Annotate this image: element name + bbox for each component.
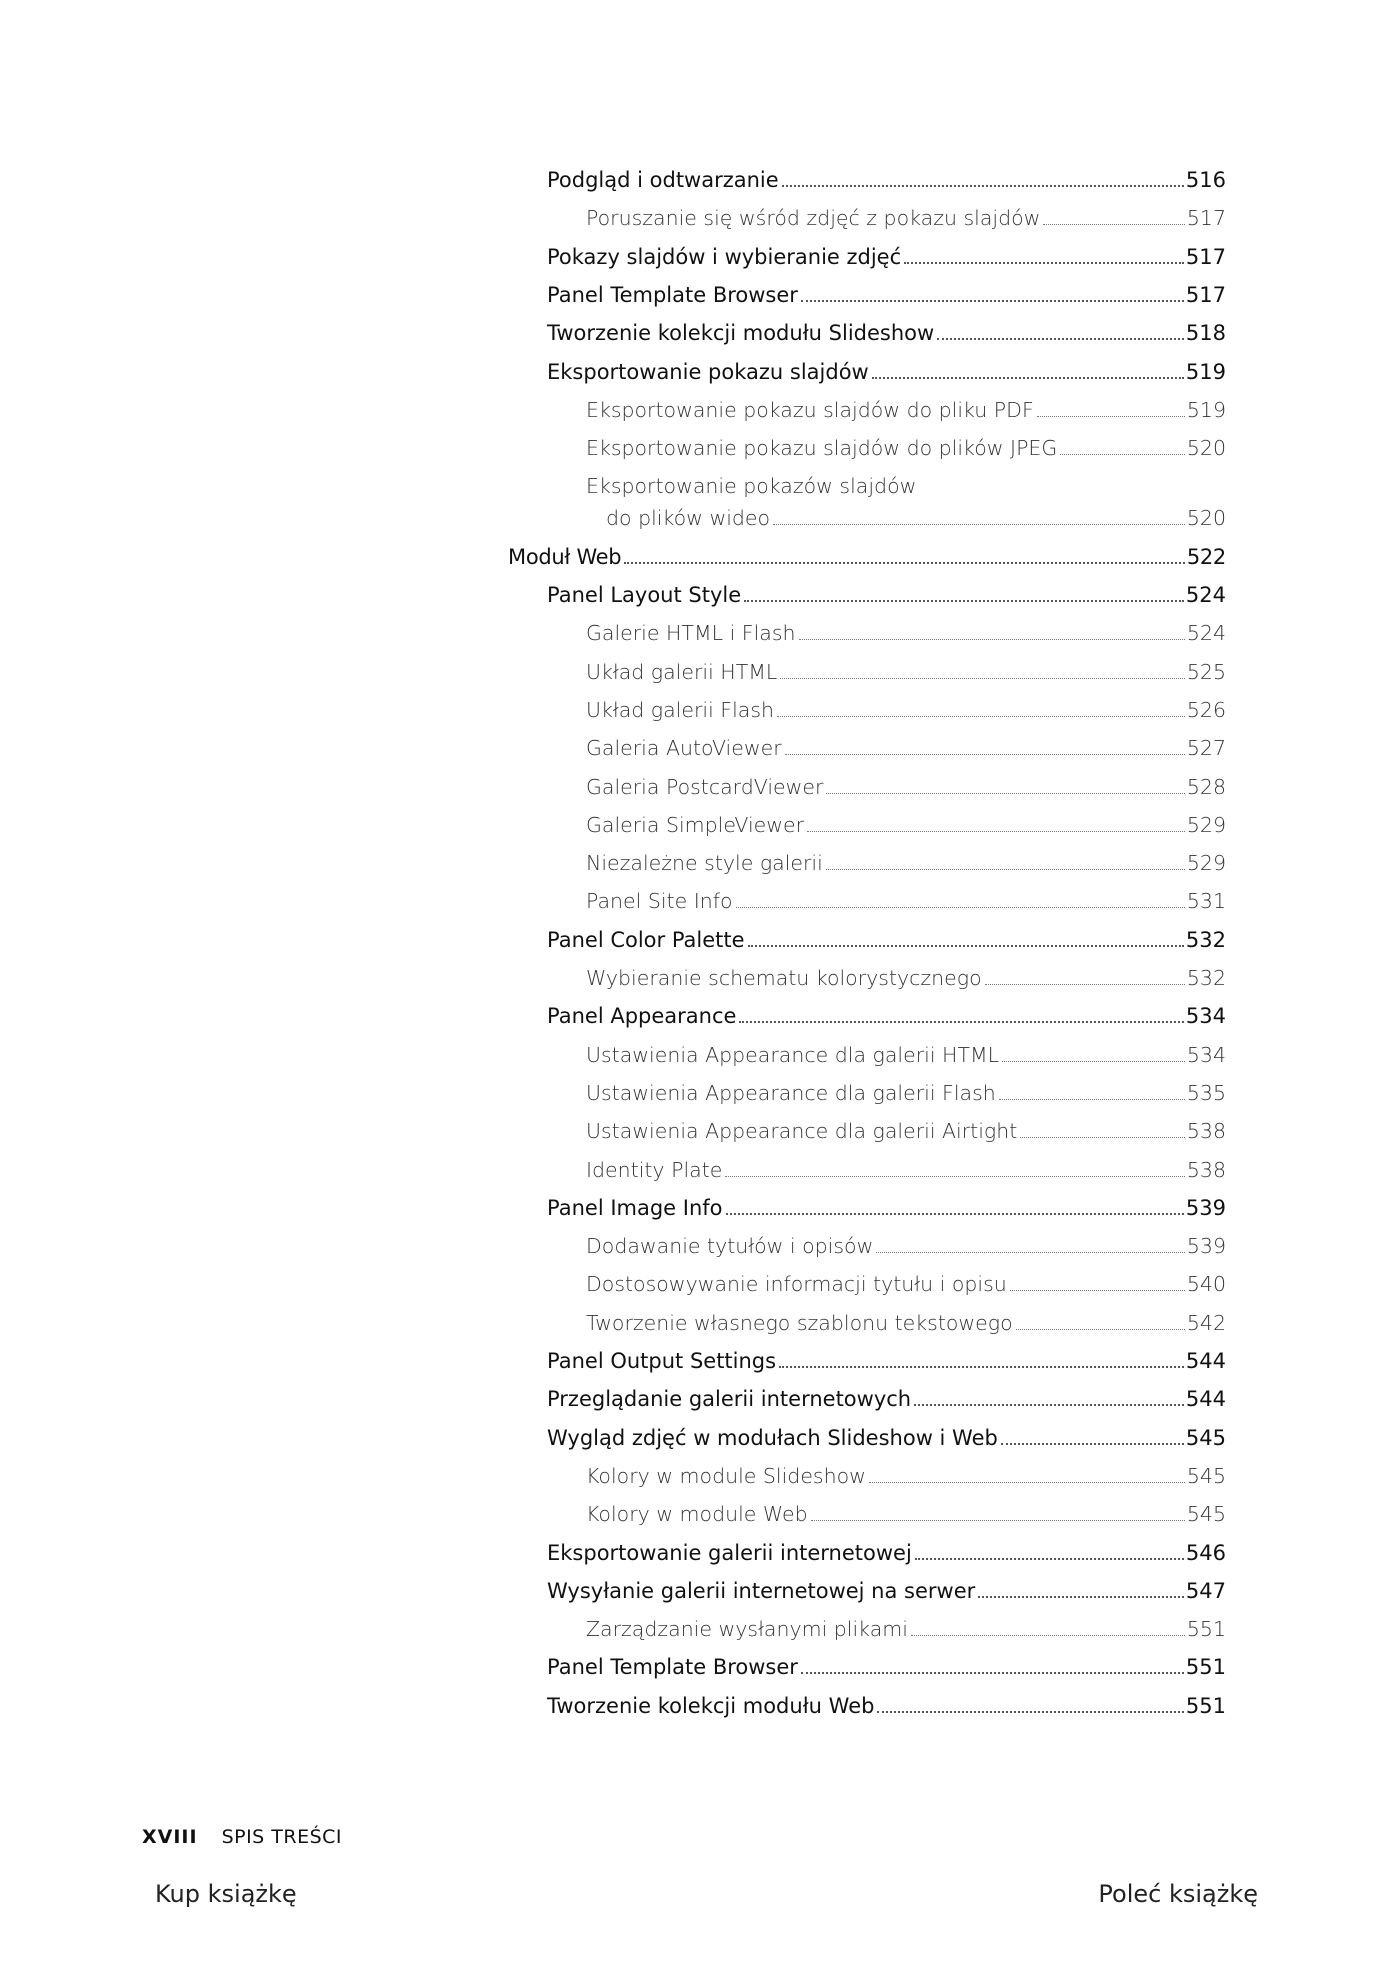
dot-leader xyxy=(801,300,1184,302)
toc-entry-page: 534 xyxy=(1185,1004,1226,1029)
toc-entry-page: 539 xyxy=(1185,1195,1226,1220)
toc-entry xyxy=(586,206,1226,230)
toc-entry-label: Niezależne style galerii xyxy=(586,851,823,876)
toc-entry xyxy=(547,321,1226,345)
toc-entry-page: 546 xyxy=(1185,1540,1226,1565)
toc-entry-page: 531 xyxy=(1186,889,1226,914)
toc-entry-page: 528 xyxy=(1186,774,1226,799)
toc-entry xyxy=(586,1617,1226,1641)
toc-entry xyxy=(586,736,1226,760)
toc-entry-label: Galerie HTML i Flash xyxy=(586,621,796,646)
toc-entry xyxy=(586,1311,1226,1335)
dot-leader xyxy=(785,754,1185,755)
toc-entry-label: Panel Template Browser xyxy=(547,1655,798,1680)
toc-entry-page: 524 xyxy=(1186,621,1226,646)
toc-entry-label: Galeria SimpleViewer xyxy=(586,812,805,837)
recommend-book-link[interactable]: Poleć książkę xyxy=(1098,1880,1258,1908)
dot-leader xyxy=(736,907,1185,908)
dot-leader xyxy=(801,1672,1184,1674)
toc-entry-page: 544 xyxy=(1185,1349,1226,1373)
toc-entry xyxy=(586,698,1226,722)
toc-entry-label: Wybieranie schematu kolorystycznego xyxy=(586,966,982,990)
dot-leader xyxy=(779,1366,1184,1368)
dot-leader xyxy=(904,262,1184,264)
toc-entry-page: 545 xyxy=(1186,1502,1226,1527)
dot-leader xyxy=(877,1711,1183,1713)
toc-entry-page: 526 xyxy=(1186,697,1226,722)
dot-leader xyxy=(1037,416,1185,417)
toc-entry xyxy=(508,545,1226,569)
toc-entry-label: Ustawienia Appearance dla galerii HTML xyxy=(586,1042,1000,1067)
toc-entry-label: Eksportowanie pokazów slajdów xyxy=(586,474,917,499)
toc-entry-page: 520 xyxy=(1186,436,1226,461)
toc-entry xyxy=(547,583,1226,607)
toc-entry-page: 517 xyxy=(1185,244,1226,269)
dot-leader xyxy=(1060,454,1185,455)
toc-entry-label: Eksportowanie galerii internetowej xyxy=(547,1540,912,1565)
toc-entry xyxy=(547,1579,1226,1603)
toc-entry xyxy=(547,245,1226,269)
dot-leader xyxy=(826,793,1184,794)
toc-entry xyxy=(606,506,1226,530)
toc-entry-label: Eksportowanie pokazu slajdów do plików JPEG xyxy=(586,436,1058,461)
page-footer xyxy=(142,1826,342,1848)
dot-leader xyxy=(914,1404,1184,1406)
toc-entry-page: 545 xyxy=(1186,1463,1226,1488)
toc-entry xyxy=(547,1387,1226,1411)
dot-leader xyxy=(826,869,1185,870)
toc-entry xyxy=(586,889,1226,913)
dot-leader xyxy=(1010,1290,1185,1291)
toc-entry-label: Tworzenie własnego szablonu tekstowego xyxy=(586,1310,1013,1335)
toc-entry-label: Przeglądanie galerii internetowych xyxy=(547,1387,912,1412)
dot-leader xyxy=(915,1558,1184,1560)
toc-entry xyxy=(586,1119,1226,1143)
toc-entry xyxy=(547,1426,1226,1450)
toc-entry-page: 532 xyxy=(1186,966,1226,990)
dot-leader xyxy=(876,1252,1185,1253)
toc-entry xyxy=(586,1464,1226,1488)
toc-entry-page: 519 xyxy=(1186,397,1226,422)
dot-leader xyxy=(780,678,1185,679)
dot-leader xyxy=(811,1520,1185,1521)
toc-entry-label: Panel Appearance xyxy=(547,1004,737,1029)
toc-entry-page: 524 xyxy=(1185,583,1226,607)
toc-entry xyxy=(586,1234,1226,1258)
dot-leader xyxy=(726,1213,1184,1215)
buy-book-link[interactable]: Kup książkę xyxy=(155,1880,297,1908)
toc-entry xyxy=(547,1694,1226,1718)
toc-entry-page: 551 xyxy=(1185,1693,1226,1718)
dot-leader xyxy=(985,984,1185,985)
toc-entry-label: Eksportowanie pokazu slajdów xyxy=(547,359,869,384)
toc-entry-page: 516 xyxy=(1185,168,1226,192)
toc-entry-page: 517 xyxy=(1185,282,1226,307)
toc-entry-page: 532 xyxy=(1185,927,1226,952)
toc-entry-label: Wygląd zdjęć w modułach Slideshow i Web xyxy=(547,1425,998,1450)
toc-entry xyxy=(547,1349,1226,1373)
toc-entry-page: 519 xyxy=(1185,359,1226,384)
toc-entry xyxy=(586,966,1226,990)
toc-entry-page: 540 xyxy=(1186,1272,1226,1297)
toc-entry xyxy=(547,1004,1226,1028)
dot-leader xyxy=(807,831,1185,832)
toc-entry-page: 539 xyxy=(1186,1234,1226,1259)
toc-entry-page: 538 xyxy=(1186,1119,1226,1144)
toc-entry xyxy=(586,621,1226,645)
toc-entry xyxy=(586,1272,1226,1296)
dot-leader xyxy=(869,1482,1185,1483)
toc-entry-label: Panel Output Settings xyxy=(547,1349,777,1373)
toc-entry xyxy=(586,775,1226,799)
toc-entry-page: 545 xyxy=(1185,1425,1226,1450)
toc-entry xyxy=(547,1541,1226,1565)
toc-entry-page: 527 xyxy=(1186,736,1226,761)
toc-entry-continuation: do plików wideo xyxy=(606,506,771,531)
dot-leader xyxy=(911,1635,1185,1636)
toc-entry xyxy=(586,1081,1226,1105)
toc-entry-page: 551 xyxy=(1185,1655,1226,1680)
toc-entry-label: Kolory w module Slideshow xyxy=(586,1463,866,1488)
toc-entry xyxy=(547,360,1226,384)
dot-leader xyxy=(782,185,1184,187)
toc-entry xyxy=(547,1196,1226,1220)
dot-leader xyxy=(725,1176,1185,1177)
toc-entry-label: Pokazy slajdów i wybieranie zdjęć xyxy=(547,244,902,269)
dot-leader xyxy=(773,524,1185,525)
toc-entry xyxy=(586,813,1226,837)
dot-leader xyxy=(999,1099,1185,1100)
dot-leader xyxy=(937,338,1184,340)
toc-entry-label: Ustawienia Appearance dla galerii Flash xyxy=(586,1080,996,1105)
toc-entry-label: Zarządzanie wysłanymi plikami xyxy=(586,1617,908,1642)
toc-entry-label: Panel Image Info xyxy=(547,1195,723,1220)
dot-leader xyxy=(777,716,1185,717)
toc-entry-label: Eksportowanie pokazu slajdów do pliku PDF xyxy=(586,397,1034,422)
dot-leader xyxy=(748,945,1184,947)
toc-entry-label: Panel Template Browser xyxy=(547,282,798,307)
toc-entry-page: 518 xyxy=(1185,321,1226,346)
toc-entry-label: Ustawienia Appearance dla galerii Airtight xyxy=(586,1119,1018,1144)
toc-entry-page: 551 xyxy=(1186,1617,1226,1642)
toc-entry xyxy=(547,1655,1226,1679)
dot-leader xyxy=(799,639,1185,640)
toc-entry xyxy=(586,1502,1226,1526)
toc-entry xyxy=(586,398,1226,422)
toc-entry-page: 542 xyxy=(1186,1310,1226,1335)
toc-entry-page: 517 xyxy=(1186,206,1226,231)
dot-leader xyxy=(872,377,1184,379)
toc-entry-page: 522 xyxy=(1186,544,1226,569)
toc-entry-label: Panel Color Palette xyxy=(547,927,745,952)
section-title: SPIS TREŚCI xyxy=(221,1826,343,1848)
toc-entry xyxy=(547,283,1226,307)
toc-entry xyxy=(586,436,1226,460)
dot-leader xyxy=(1001,1443,1184,1445)
toc-entry-page: 525 xyxy=(1186,659,1226,684)
toc-entry-page: 534 xyxy=(1186,1042,1226,1067)
dot-leader xyxy=(1002,1061,1185,1062)
toc-entry-page: 535 xyxy=(1186,1080,1226,1105)
toc-entry-label: Tworzenie kolekcji modułu Web xyxy=(547,1693,875,1718)
dot-leader xyxy=(1020,1137,1185,1138)
toc-entry-label: Galeria AutoViewer xyxy=(586,736,782,761)
toc-entry-label: Wysyłanie galerii internetowej na serwer xyxy=(547,1578,976,1603)
toc-entry-page: 538 xyxy=(1186,1157,1226,1182)
dot-leader xyxy=(744,600,1184,602)
toc-entry-label: Identity Plate xyxy=(586,1157,723,1182)
toc-entry-page: 544 xyxy=(1185,1387,1226,1412)
toc-entry-label: Panel Site Info xyxy=(586,889,733,914)
toc-entry-label: Podgląd i odtwarzanie xyxy=(547,168,779,192)
toc-entry-label: Dostosowywanie informacji tytułu i opisu xyxy=(586,1272,1007,1297)
toc-entry-label: Układ galerii Flash xyxy=(586,697,775,722)
toc-entry xyxy=(586,1043,1226,1067)
dot-leader xyxy=(624,562,1184,564)
toc-entry-label: Kolory w module Web xyxy=(586,1502,808,1527)
toc-entry xyxy=(586,851,1226,875)
toc-entry-label: Tworzenie kolekcji modułu Slideshow xyxy=(547,321,935,346)
toc-entry xyxy=(547,168,1226,192)
dot-leader xyxy=(1016,1329,1185,1330)
toc-entry-label: Galeria PostcardViewer xyxy=(586,774,824,799)
dot-leader xyxy=(978,1596,1184,1598)
toc-entry xyxy=(586,660,1226,684)
toc-entry-label: Poruszanie się wśród zdjęć z pokazu slajdów xyxy=(586,206,1041,231)
page-number: XVIII xyxy=(142,1826,198,1848)
toc-entry-page: 529 xyxy=(1186,851,1226,876)
toc-entry xyxy=(547,928,1226,952)
toc-entry-label: Moduł Web xyxy=(508,544,622,569)
toc-entry-label: Dodawanie tytułów i opisów xyxy=(586,1234,874,1259)
toc-entry xyxy=(586,1158,1226,1182)
dot-leader xyxy=(739,1021,1183,1023)
toc-entry-page: 520 xyxy=(1186,506,1226,531)
toc-entry-label: Układ galerii HTML xyxy=(586,659,778,684)
dot-leader xyxy=(1043,224,1184,225)
toc-entry-page: 529 xyxy=(1186,812,1226,837)
toc-entry-page: 547 xyxy=(1185,1578,1226,1603)
toc-entry-label: Panel Layout Style xyxy=(547,583,742,607)
